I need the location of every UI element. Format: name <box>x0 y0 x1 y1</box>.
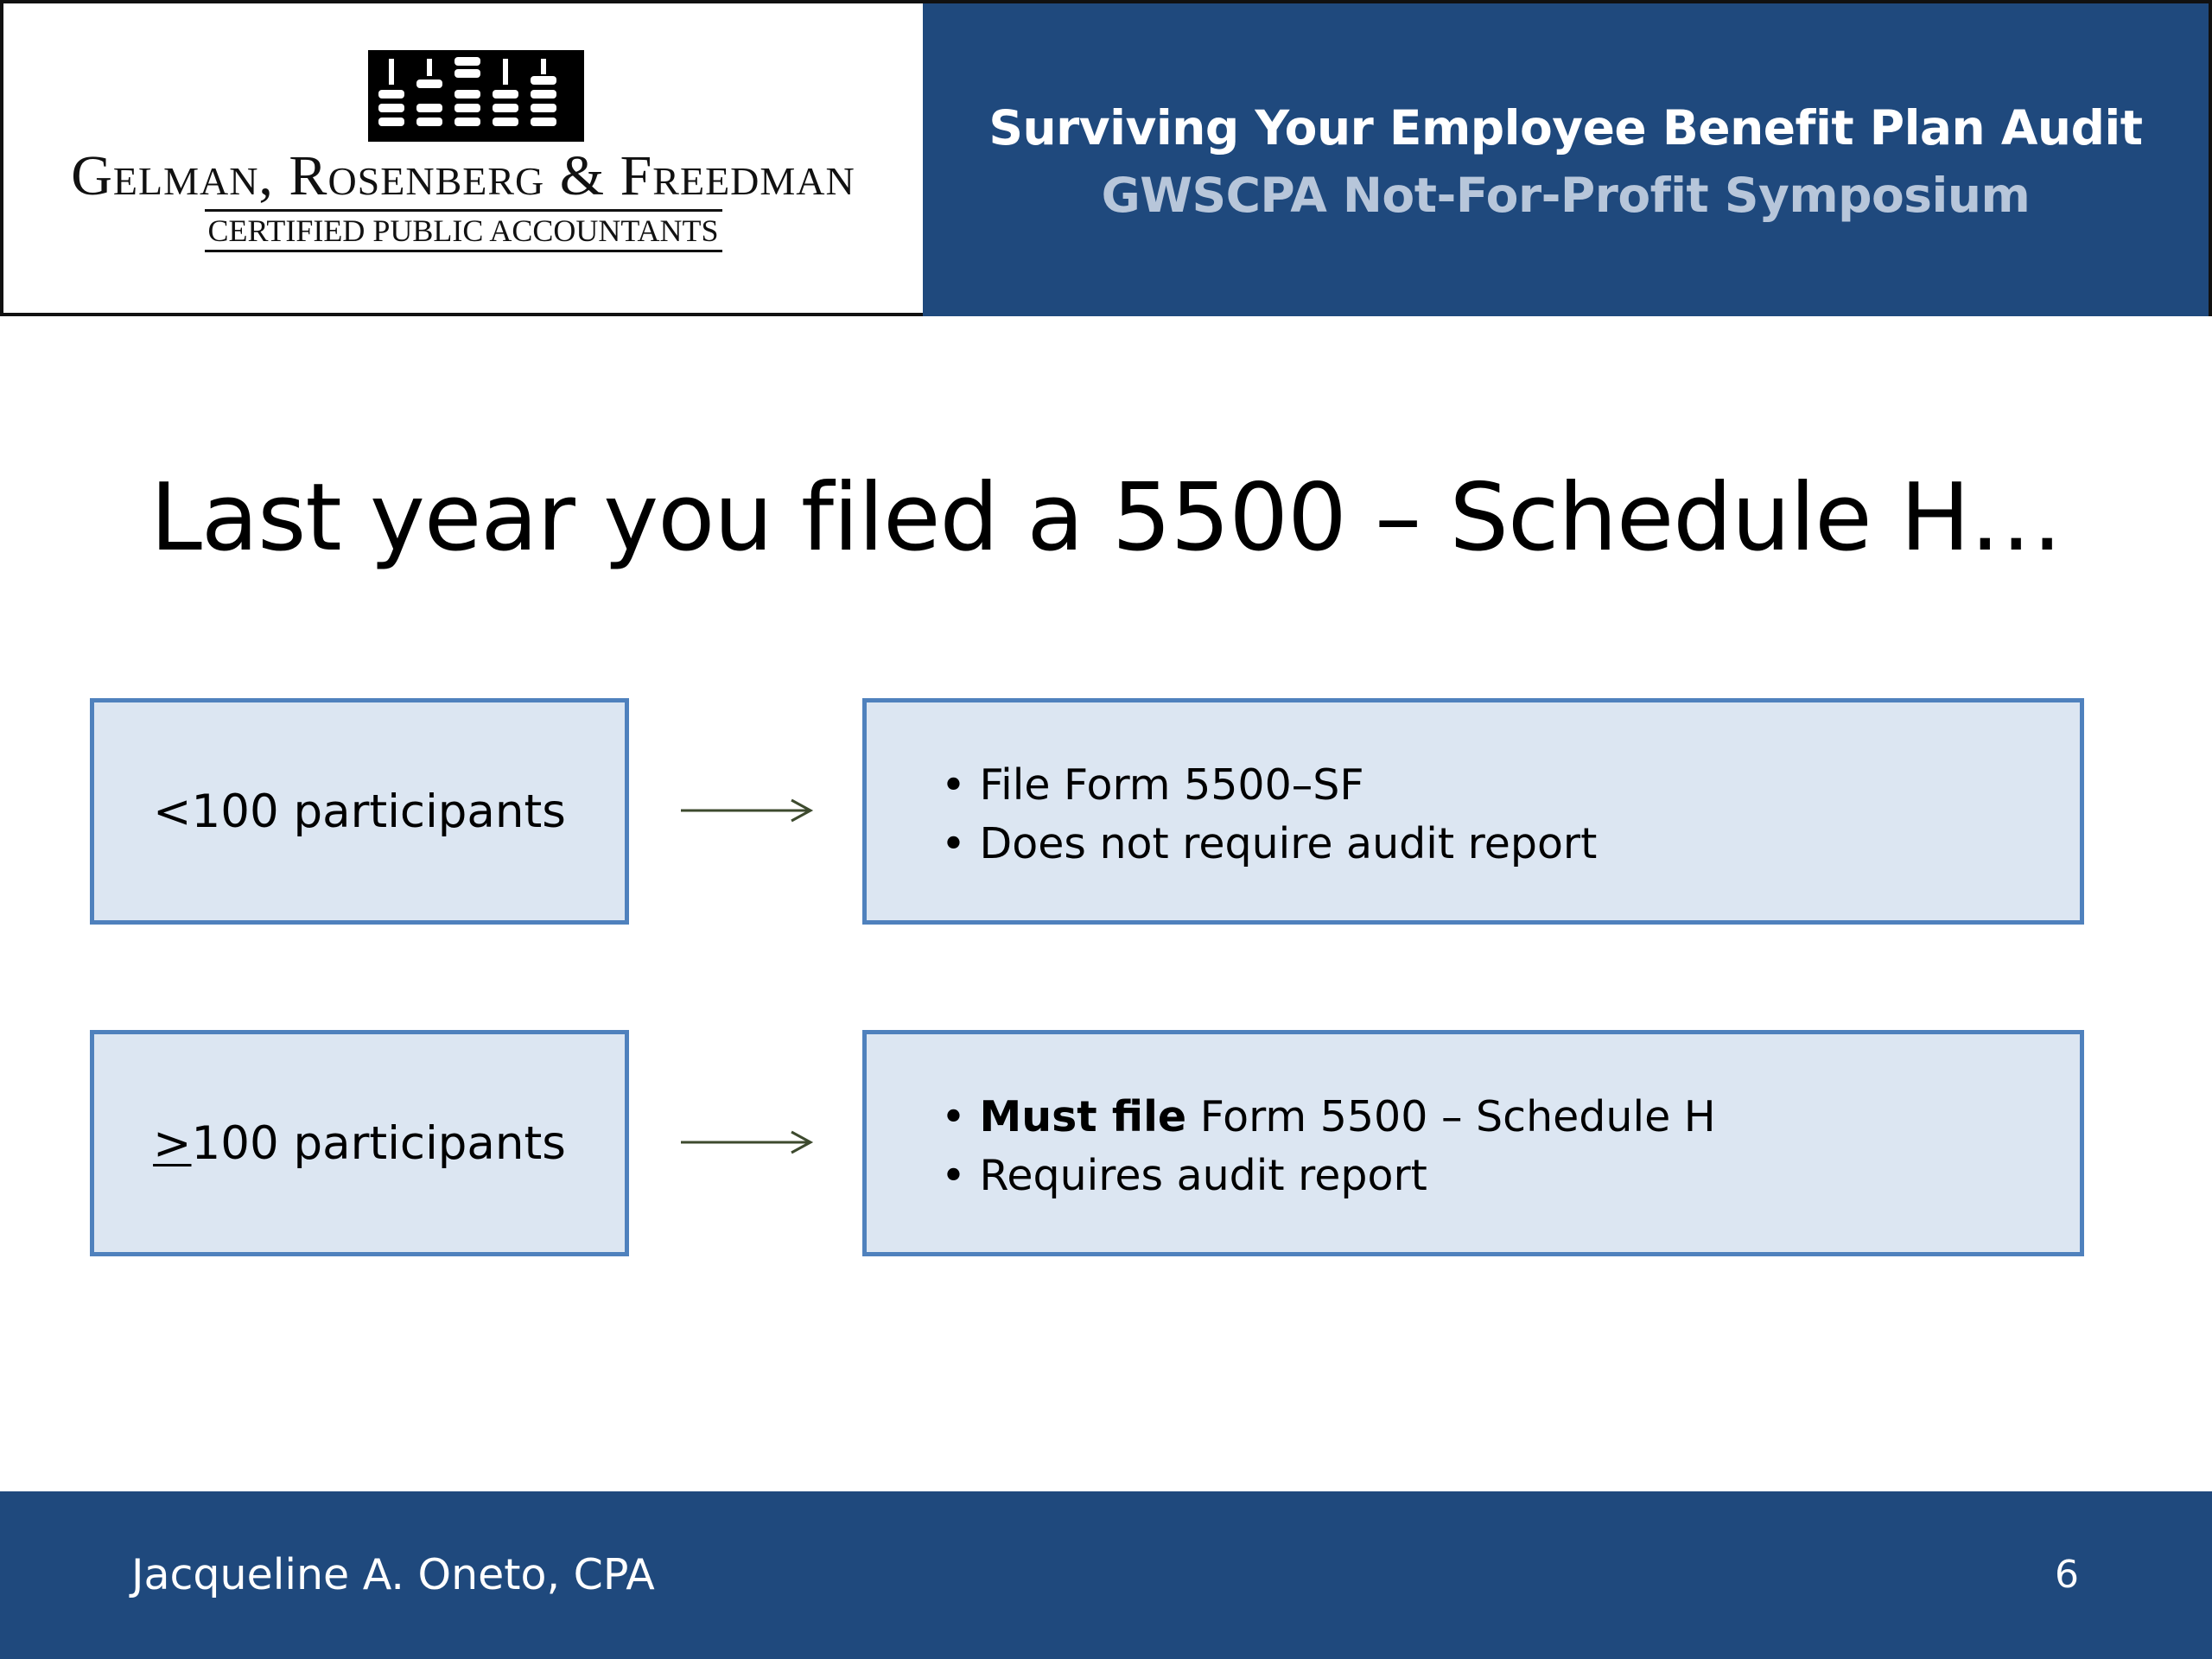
bullet-item: • Must file Form 5500 – Schedule H <box>941 1092 1716 1141</box>
firm-name: Gelman, Rosenberg & Freedman <box>71 144 855 207</box>
bullet-text: Requires audit report <box>979 1151 1427 1200</box>
bullet-text: Does not require audit report <box>979 819 1598 868</box>
abacus-logo-icon <box>368 50 584 142</box>
condition-label-rest: 100 participants <box>191 1116 566 1170</box>
bullet-item: • Does not require audit report <box>941 819 1598 868</box>
greater-or-equal-symbol: > <box>153 1116 192 1170</box>
presenter-name: Jacqueline A. Oneto, CPA <box>131 1550 655 1599</box>
bullet-item: • File Form 5500–SF <box>941 760 1364 810</box>
firm-tagline-text: CERTIFIED PUBLIC ACCOUNTANTS <box>205 209 722 252</box>
condition-label <box>153 1117 566 1170</box>
result-box-100-or-more <box>862 1030 2084 1256</box>
slide-footer <box>0 1491 2212 1659</box>
arrow-right-icon <box>679 1125 814 1160</box>
bullet-text: Form 5500 – Schedule H <box>1186 1092 1716 1141</box>
slide-title: Last year you filed a 5500 – Schedule H… <box>149 464 2063 572</box>
condition-box-under-100 <box>90 698 629 925</box>
condition-label: <100 participants <box>153 785 566 838</box>
slide-header <box>0 0 2212 316</box>
firm-logo-panel <box>3 3 923 313</box>
presentation-title: Surviving Your Employee Benefit Plan Audit <box>988 100 2143 156</box>
presentation-subtitle: GWSCPA Not-For-Profit Symposium <box>1101 168 2031 223</box>
presentation-title-panel <box>923 3 2209 316</box>
page-number: 6 <box>2055 1553 2079 1597</box>
bullet-text: File Form 5500–SF <box>979 760 1364 810</box>
result-box-under-100 <box>862 698 2084 925</box>
firm-tagline <box>3 209 923 252</box>
bullet-bold-text: Must file <box>979 1092 1187 1141</box>
bullet-item: • Requires audit report <box>941 1151 1427 1200</box>
arrow-right-icon <box>679 793 814 828</box>
condition-box-100-or-more <box>90 1030 629 1256</box>
